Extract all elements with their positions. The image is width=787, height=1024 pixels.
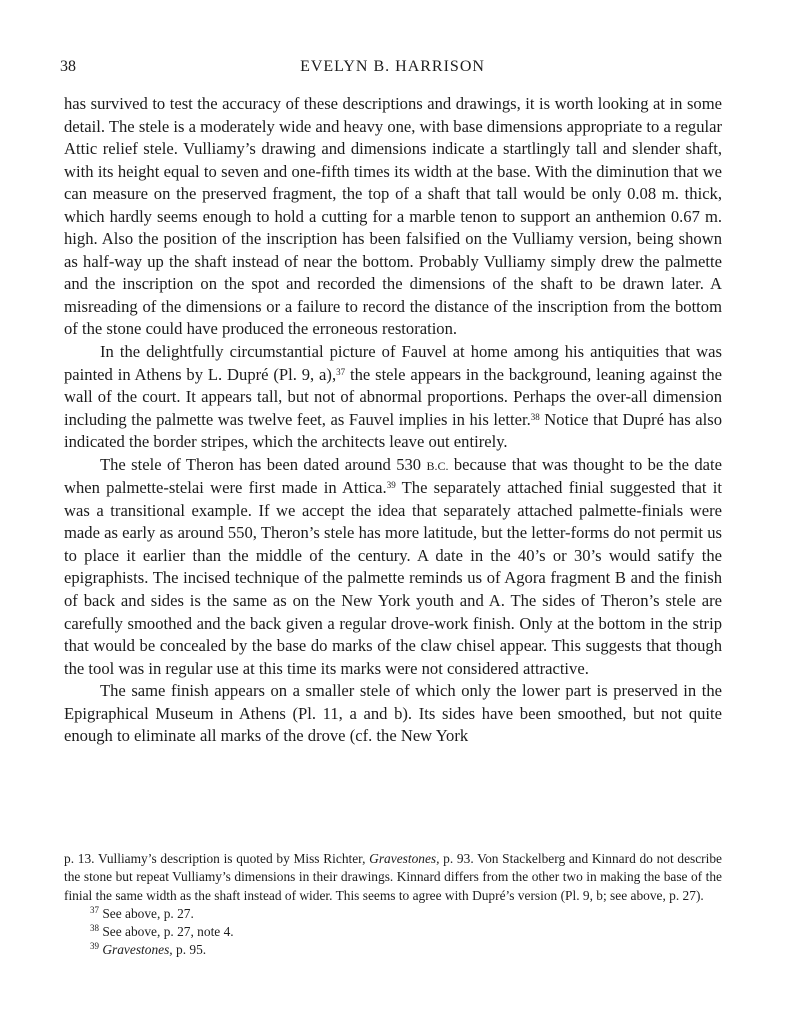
footnote-ref-39: 39: [386, 480, 396, 491]
era-abbreviation: B.C.: [426, 458, 449, 473]
footnote-39-number: 39: [90, 941, 99, 952]
footnote-ref-37: 37: [336, 366, 346, 377]
running-title: EVELYN B. HARRISON: [300, 58, 485, 75]
paragraph-1: has survived to test the accuracy of these descriptions and drawings, it is worth looking at in some detail. The stele is a moderately wide and heavy one, with base dimensions appropriate to a regular Attic relief stele. Vulliamy’s drawing and dimensions indicate a startlingly tall and slender shaft, with its height equal to seven and one-fifth times its width at the base. With the diminution that we can measure on the preserved fragment, the top of a shaft that tall would be only 0.08 m. thick, which hardly seems enough to hold a cutting for a marble tenon to support an anthemion 0.67 m. high. Also the position of the inscription has been falsified on the Vulliamy version, being shown as half-way up the shaft instead of near the bottom. Probably Vulliamy simply drew the palmette and the inscription on the spot and recorded the dimensions of the shaft to be drawn later. A misreading of the dimensions or a failure to record the distance of the inscription from the bottom of the stone could have produced the erroneous restoration.: [64, 94, 722, 339]
footnote-39-text: p. 95.: [172, 942, 207, 958]
footnote-39-title: Gravestones,: [102, 942, 173, 958]
footnote-37-text: See above, p. 27.: [99, 905, 194, 921]
footnote-continuation-text-a: p. 13. Vulliamy’s description is quoted by Miss Richter,: [64, 851, 370, 866]
footnote-38-number: 38: [90, 923, 99, 934]
footnote-38-text: See above, p. 27, note 4.: [99, 924, 234, 940]
paragraph-3: [64, 454, 722, 680]
paragraph-3-text-b: because that was thought to be the date when palmette-stelai were first made in Attica.: [64, 454, 722, 498]
footnote-continuation: [64, 850, 722, 905]
page-header: [60, 58, 725, 80]
paragraph-3-text-c: The separately attached finial suggested that it was a transitional example. If we accept the idea that separately attached palmette-finials were made as early as around 550, Theron’s stele has more latitude, but the letter-forms do not permit us to place it earlier than the middle of the century. A date in the 40’s or 30’s would satify the epigraphists. The incised technique of the palmette reminds us of Agora fragment B and the finish of back and sides is the same as on the New York youth and A. The sides of Theron’s stele are carefully smoothed and the back given a regular drove-work finish. Only at the bottom in the strip that would be concealed by the base do marks of the claw chisel appear. This suggests that though the tool was in regular use at this time its marks were not considered attractive.: [64, 478, 722, 678]
footnote-38: [64, 923, 722, 941]
paragraph-2-text-a: In the delightfully circumstantial picture of Fauvel at home among his antiquities that was painted in Athens by L. Dupré (Pl. 9, a),: [64, 342, 722, 384]
paragraph-2-text-b: the stele appears in the background, leaning against the wall of the court. It appears tall, but not of abnormal proportions. Perhaps the over-all dimension including the palmette was twelve feet, as Fauvel implies in his letter.: [64, 364, 723, 429]
page-number: 38: [60, 58, 76, 75]
footnote-39: [64, 941, 722, 959]
footnote-37-number: 37: [90, 904, 99, 915]
paragraph-2: [64, 341, 722, 454]
footnotes: [64, 850, 722, 960]
paragraph-3-text-a: The stele of Theron has been dated around 530: [100, 454, 427, 474]
main-text: [64, 93, 722, 748]
footnote-continuation-text-b: p. 93. Von Stackelberg and Kinnard do not describe the stone but repeat Vulliamy’s dimensions in their drawings. Kinnard differs from the other two in making the base of the finial the same width as the shaft instead of wider. This seems to agree with Dupré’s version (Pl. 9, b; see above, p. 27).: [64, 851, 723, 903]
paragraph-2-text-c: Notice that Dupré has also indicated the border stripes, which the architects leave out entirely.: [64, 409, 722, 452]
footnote-37: [64, 905, 722, 923]
footnote-continuation-title: Gravestones,: [369, 851, 440, 866]
footnote-ref-38: 38: [530, 411, 540, 422]
paragraph-4: The same finish appears on a smaller stele of which only the lower part is preserved in the Epigraphical Museum in Athens (Pl. 11, a and b). Its sides have been smoothed, but not quite enough to eliminate all marks of the drove (cf. the New York: [64, 681, 722, 746]
